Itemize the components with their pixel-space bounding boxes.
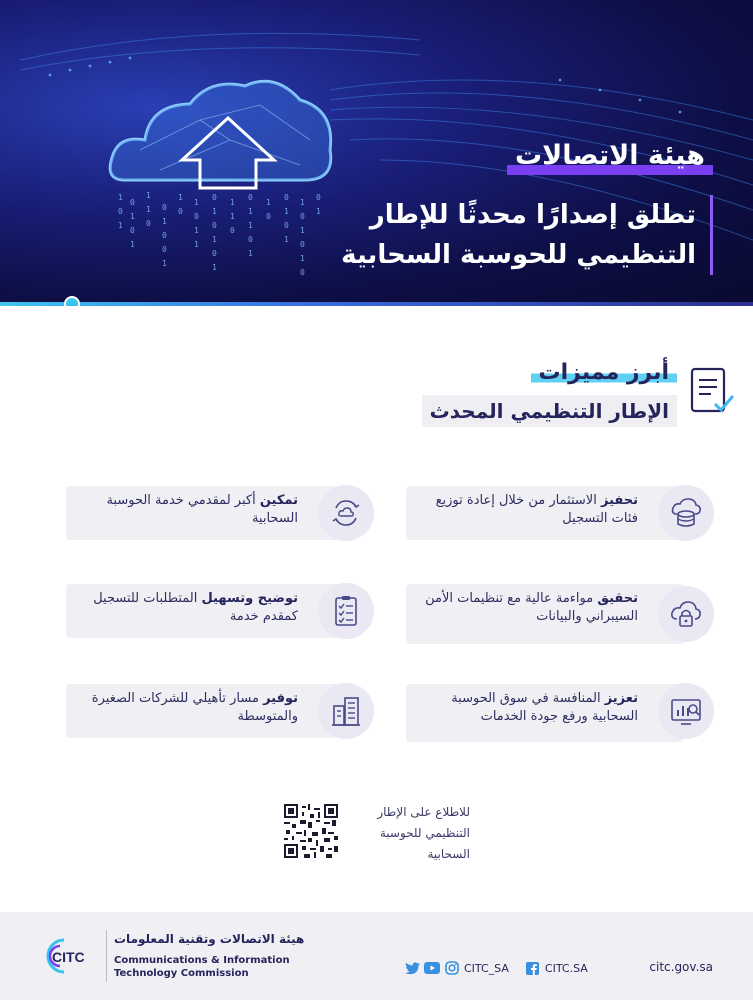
svg-text:1: 1 bbox=[300, 198, 305, 207]
hero-brand: هيئة الاتصالات bbox=[507, 140, 713, 175]
feature-highlight: تعزيز bbox=[604, 691, 638, 706]
logo-text: CITC bbox=[52, 949, 85, 965]
svg-text:1: 1 bbox=[130, 240, 135, 249]
youtube-icon[interactable] bbox=[424, 960, 440, 976]
svg-text:0: 0 bbox=[316, 193, 321, 202]
svg-text:1: 1 bbox=[212, 235, 217, 244]
hero-banner bbox=[0, 0, 753, 306]
qr-caption-line1: للاطلاع على الإطار bbox=[377, 805, 470, 819]
svg-text:1: 1 bbox=[248, 221, 253, 230]
hero-headline-line2: التنظيمي للحوسبة السحابية bbox=[341, 240, 696, 270]
svg-text:0: 0 bbox=[266, 212, 271, 221]
footer-org-english-line2: Technology Commission bbox=[114, 968, 249, 979]
feature-icon-wrap bbox=[318, 485, 374, 541]
market-chart-icon bbox=[669, 694, 703, 728]
instagram-icon[interactable] bbox=[444, 960, 460, 976]
svg-text:1: 1 bbox=[194, 240, 199, 249]
feature-text bbox=[418, 590, 638, 626]
svg-text:1: 1 bbox=[146, 205, 151, 214]
svg-text:1: 1 bbox=[284, 207, 289, 216]
svg-text:0: 0 bbox=[130, 226, 135, 235]
svg-text:1: 1 bbox=[162, 259, 167, 268]
svg-text:1: 1 bbox=[284, 235, 289, 244]
svg-text:0: 0 bbox=[300, 268, 305, 277]
feature-text bbox=[418, 690, 638, 726]
svg-text:1: 1 bbox=[230, 212, 235, 221]
svg-text:0: 0 bbox=[284, 193, 289, 202]
feature-card bbox=[406, 486, 684, 540]
feature-description: مسار تأهيلي للشركات الصغيرة والمتوسطة bbox=[91, 691, 298, 724]
feature-icon-wrap bbox=[318, 583, 374, 639]
feature-highlight: تمكين bbox=[259, 493, 298, 508]
svg-text:1: 1 bbox=[212, 207, 217, 216]
feature-card bbox=[66, 684, 344, 738]
svg-text:0: 0 bbox=[118, 207, 123, 216]
svg-text:1: 1 bbox=[118, 193, 123, 202]
social-handle[interactable]: CITC_SA bbox=[464, 961, 509, 975]
qr-code-icon[interactable] bbox=[284, 804, 338, 858]
feature-card bbox=[406, 584, 684, 644]
feature-description: مواءمة عالية مع تنظيمات الأمن السيبراني والبيانات bbox=[425, 591, 638, 624]
feature-highlight: تحقيق bbox=[597, 591, 638, 606]
svg-text:0: 0 bbox=[212, 249, 217, 258]
svg-text:1: 1 bbox=[266, 198, 271, 207]
svg-text:0: 0 bbox=[162, 231, 167, 240]
footer-org-english-line1: Communications & Information bbox=[114, 955, 290, 966]
feature-description: الاستثمار من خلال إعادة توزيع فئات التسجيل bbox=[435, 493, 638, 526]
features-heading bbox=[422, 360, 677, 427]
svg-text:1: 1 bbox=[300, 226, 305, 235]
feature-highlight: توضيح وتسهيل bbox=[201, 591, 298, 606]
svg-text:0: 0 bbox=[162, 203, 167, 212]
svg-text:0: 0 bbox=[130, 198, 135, 207]
feature-icon-wrap bbox=[658, 683, 714, 739]
svg-text:0: 0 bbox=[300, 240, 305, 249]
svg-text:0: 0 bbox=[248, 193, 253, 202]
feature-card bbox=[66, 584, 344, 638]
svg-text:1: 1 bbox=[178, 193, 183, 202]
svg-text:0: 0 bbox=[146, 219, 151, 228]
hero-headline-line1: تطلق إصدارًا محدثًا للإطار bbox=[369, 200, 696, 230]
svg-text:0: 0 bbox=[212, 193, 217, 202]
qr-caption-line3: السحابية bbox=[427, 847, 470, 861]
cloud-cycle-icon bbox=[329, 496, 363, 530]
svg-text:0: 0 bbox=[300, 212, 305, 221]
footer bbox=[0, 912, 753, 1000]
features-title: أبرز مميزات bbox=[531, 360, 678, 385]
svg-text:0: 0 bbox=[162, 245, 167, 254]
feature-highlight: تحفيز bbox=[600, 493, 638, 508]
feature-card bbox=[406, 684, 684, 742]
svg-text:1: 1 bbox=[300, 254, 305, 263]
cloud-database-icon bbox=[669, 496, 703, 530]
facebook-handle[interactable]: CITC.SA bbox=[544, 961, 588, 975]
footer-org-arabic: هيئة الاتصالات وتقنية المعلومات bbox=[114, 932, 305, 946]
website-link[interactable]: citc.gov.sa bbox=[649, 960, 713, 974]
svg-text:1: 1 bbox=[248, 249, 253, 258]
cloud-lock-icon bbox=[669, 597, 703, 631]
feature-text bbox=[78, 492, 298, 528]
svg-text:1: 1 bbox=[194, 226, 199, 235]
svg-text:1: 1 bbox=[316, 207, 321, 216]
checklist-icon bbox=[329, 594, 363, 628]
svg-text:1: 1 bbox=[212, 263, 217, 272]
feature-icon-wrap bbox=[658, 586, 714, 642]
svg-text:1: 1 bbox=[248, 207, 253, 216]
feature-text bbox=[78, 590, 298, 626]
hero-divider-dot bbox=[64, 296, 80, 306]
svg-text:0: 0 bbox=[194, 212, 199, 221]
feature-text bbox=[78, 690, 298, 726]
feature-description: المنافسة في سوق الحوسبة السحابية ورفع جودة الخدمات bbox=[451, 691, 638, 724]
hero-text bbox=[293, 140, 713, 275]
footer-org-english bbox=[114, 954, 290, 980]
twitter-icon[interactable] bbox=[404, 960, 420, 976]
feature-card bbox=[66, 486, 344, 540]
feature-icon-wrap bbox=[658, 485, 714, 541]
svg-text:1: 1 bbox=[118, 221, 123, 230]
feature-text bbox=[418, 492, 638, 528]
svg-text:0: 0 bbox=[212, 221, 217, 230]
svg-text:0: 0 bbox=[178, 207, 183, 216]
svg-text:1: 1 bbox=[162, 217, 167, 226]
footer-divider bbox=[106, 930, 107, 982]
document-check-icon bbox=[689, 366, 735, 418]
facebook-icon[interactable] bbox=[525, 960, 541, 976]
svg-text:1: 1 bbox=[146, 191, 151, 200]
features-subtitle: الإطار التنظيمي المحدث bbox=[422, 395, 677, 427]
svg-text:0: 0 bbox=[248, 235, 253, 244]
svg-text:1: 1 bbox=[194, 198, 199, 207]
svg-text:0: 0 bbox=[230, 226, 235, 235]
svg-text:1: 1 bbox=[230, 198, 235, 207]
svg-text:1: 1 bbox=[130, 212, 135, 221]
hero-divider bbox=[0, 302, 753, 306]
qr-caption-line2: التنظيمي للحوسبة bbox=[379, 826, 470, 840]
citc-logo bbox=[42, 934, 100, 978]
footer-social bbox=[404, 960, 588, 976]
buildings-icon bbox=[329, 694, 363, 728]
feature-description: أكبر لمقدمي خدمة الحوسبة السحابية bbox=[106, 493, 298, 526]
feature-highlight: توفير bbox=[263, 691, 298, 706]
svg-text:0: 0 bbox=[284, 221, 289, 230]
feature-icon-wrap bbox=[318, 683, 374, 739]
hero-headline bbox=[293, 195, 713, 275]
qr-caption bbox=[350, 802, 470, 865]
feature-description: المتطلبات للتسجيل كمقدم خدمة bbox=[93, 591, 298, 624]
